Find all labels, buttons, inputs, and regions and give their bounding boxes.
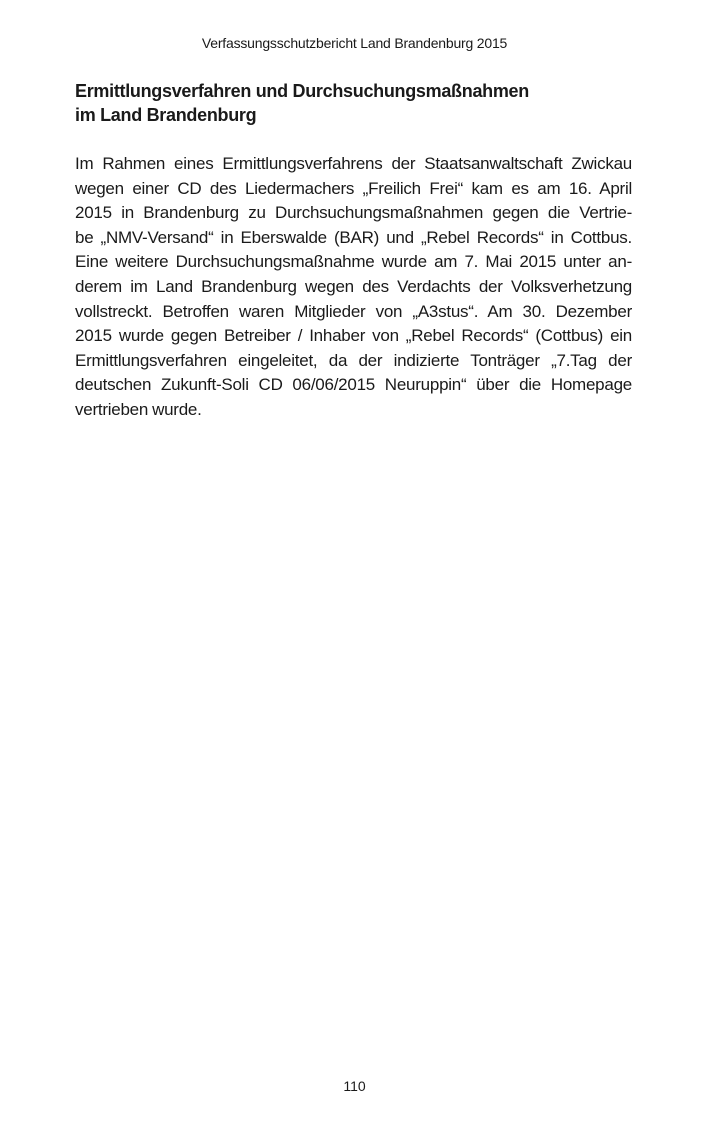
paragraph-line: vertrieben wurde.: [75, 399, 202, 419]
paragraph-line: 2015 wurde gegen Betreiber / Inhaber von „Rebel Records“ (Cottbus) ein: [75, 326, 632, 346]
paragraph-line: 2015 in Brandenburg zu Durchsuchungsmaßnahmen gegen die Vertrie-: [75, 203, 632, 223]
paragraph-line: deutschen Zukunft-Soli CD 06/06/2015 Neuruppin“ über die Homepage: [75, 375, 632, 395]
section-title-line: Ermittlungsverfahren und Durchsuchungsmaßnahmen: [75, 81, 529, 101]
paragraph-line: be „NMV-Versand“ in Eberswalde (BAR) und „Rebel Records“ in Cottbus.: [75, 227, 632, 247]
section-title: [75, 79, 635, 127]
body-paragraph: [75, 152, 632, 423]
page-number: 110: [343, 1078, 366, 1094]
paragraph-line: derem im Land Brandenburg wegen des Verdachts der Volksverhetzung: [75, 276, 632, 296]
section-title-line: im Land Brandenburg: [75, 105, 257, 125]
paragraph-line: vollstreckt. Betroffen waren Mitglieder von „A3stus“. Am 30. Dezember: [75, 301, 632, 321]
paragraph-line: Im Rahmen eines Ermittlungsverfahrens der Staatsanwaltschaft Zwickau: [75, 154, 632, 173]
paragraph-line: Eine weitere Durchsuchungsmaßnahme wurde am 7. Mai 2015 unter an-: [75, 252, 632, 272]
paragraph-line: Ermittlungsverfahren eingeleitet, da der indizierte Tonträger „7.Tag der: [75, 350, 632, 370]
running-header: Verfassungsschutzbericht Land Brandenburg 2015: [201, 35, 508, 51]
paragraph-line: wegen einer CD des Liedermachers „Freilich Frei“ kam es am 16. April: [75, 178, 632, 198]
